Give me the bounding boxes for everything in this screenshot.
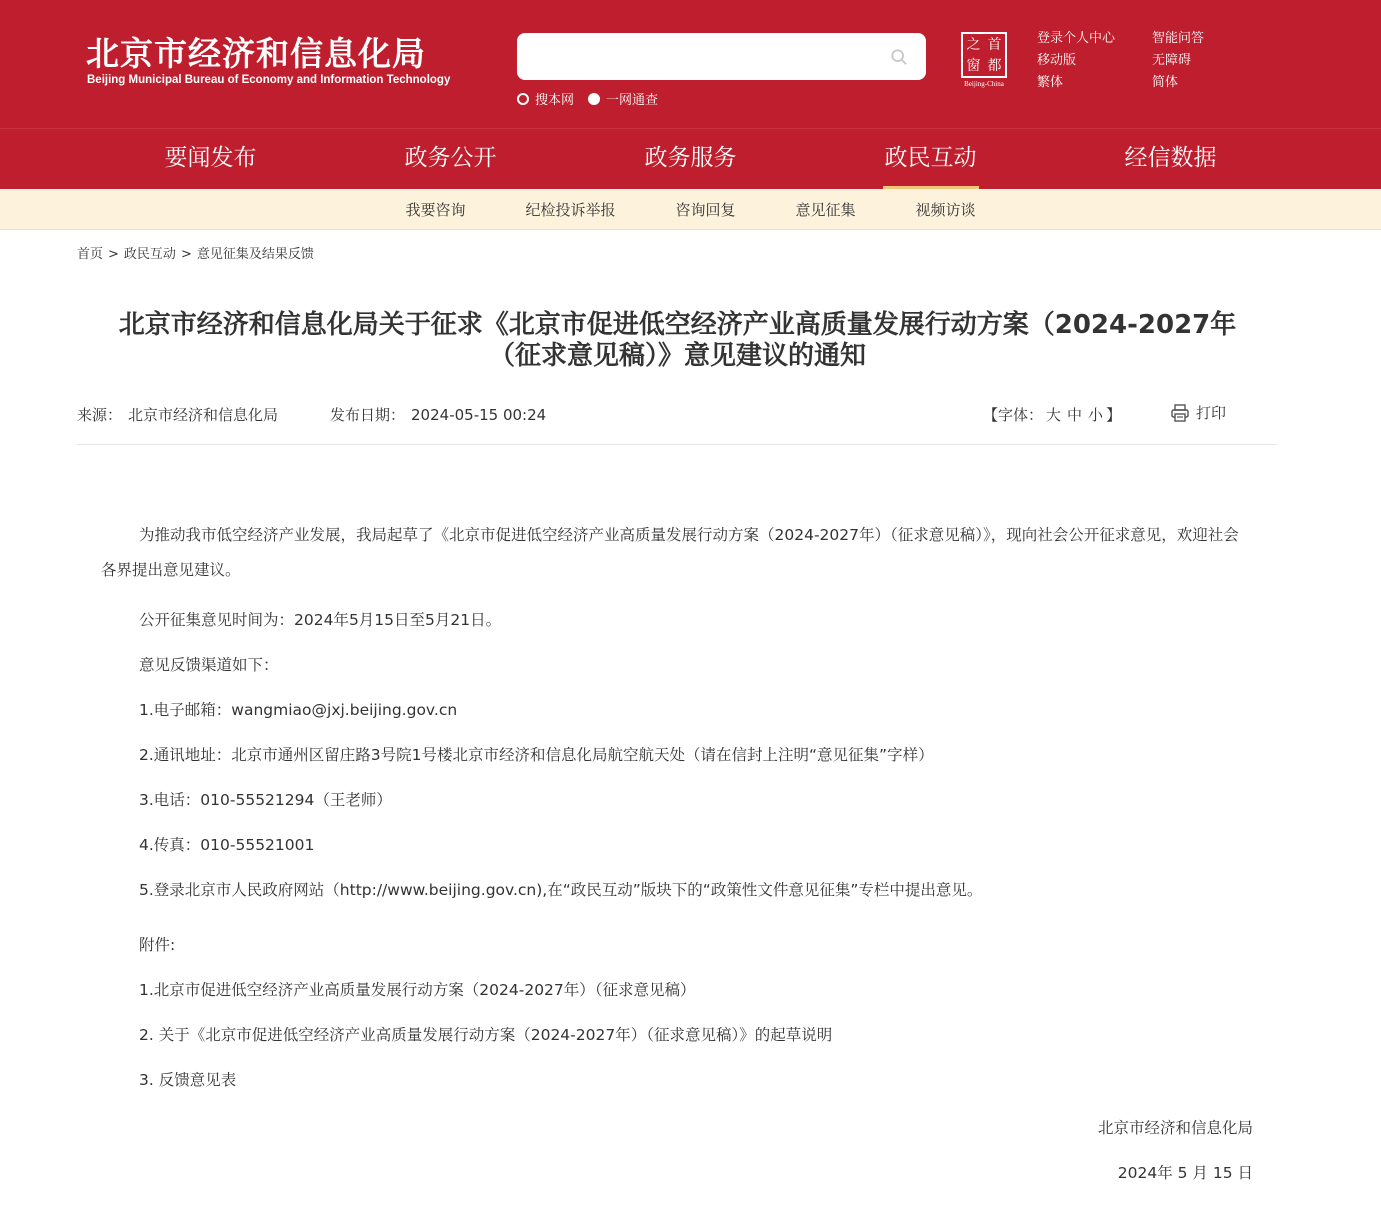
date-value: 2024-05-15 00:24 <box>411 406 547 424</box>
article-paragraph: 5.登录北京市人民政府网站（http://www.beijing.gov.cn),在“政民互动”版块下的“政策性文件意见征集”专栏中提出意见。 <box>139 881 983 899</box>
quick-links <box>1037 30 1232 92</box>
font-size-large[interactable]: 大 <box>1046 406 1062 424</box>
breadcrumb-separator: > <box>108 247 119 262</box>
article-meta <box>77 404 1277 445</box>
subnav-video[interactable]: 视频访谈 <box>915 200 976 219</box>
article-sign-date: 2024年 5 月 15 日 <box>1117 1164 1253 1182</box>
breadcrumb-separator: > <box>180 247 192 262</box>
article-date <box>330 404 546 425</box>
breadcrumb-current[interactable]: 意见征集及结果反馈 <box>196 247 314 262</box>
subnav-consult[interactable]: 我要咨询 <box>405 200 466 219</box>
attachment-link[interactable]: 3. 反馈意见表 <box>139 1071 237 1089</box>
article-body <box>101 518 1251 1103</box>
scope-option-all[interactable] <box>588 89 658 108</box>
breadcrumb-interaction[interactable]: 政民互动 <box>123 247 176 262</box>
article-paragraph: 公开征集意见时间为：2024年5月15日至5月21日。 <box>139 611 502 629</box>
seal-char: 之 <box>966 36 981 53</box>
search-box <box>517 33 926 80</box>
nav-data[interactable]: 经信数据 <box>1124 145 1217 171</box>
seal-char: 都 <box>987 57 1002 74</box>
subnav-complaint[interactable]: 纪检投诉举报 <box>525 200 616 219</box>
font-label-close: 】 <box>1106 406 1122 424</box>
seal-logo-icon <box>961 32 1007 78</box>
print-label: 打印 <box>1196 404 1227 422</box>
article-paragraph: 意见反馈渠道如下： <box>139 656 279 674</box>
site-header <box>0 0 1381 128</box>
breadcrumb-home[interactable]: 首页 <box>77 247 104 262</box>
article-intro: 为推动我市低空经济产业发展，我局起草了《北京市促进低空经济产业高质量发展行动方案（2024-2027年）（征求意见稿）》，现向社会公开征求意见，欢迎社会各界提出意见建议。 <box>101 526 1239 579</box>
article-paragraph: 2.通讯地址：北京市通州区留庄路3号院1号楼北京市经济和信息化局航空航天处（请在信封上注明“意见征集”字样） <box>139 746 934 764</box>
attachments-label: 附件: <box>139 936 176 954</box>
link-traditional[interactable]: 繁体 <box>1037 75 1064 90</box>
font-label: 【字体： <box>983 406 1044 424</box>
sub-nav <box>0 189 1381 230</box>
link-mobile[interactable]: 移动版 <box>1037 53 1077 68</box>
nav-news[interactable]: 要闻发布 <box>164 145 257 171</box>
site-logo-title[interactable]: 北京市经济和信息化局 <box>86 34 426 73</box>
attachment-link[interactable]: 1.北京市促进低空经济产业高质量发展行动方案（2024-2027年）（征求意见稿） <box>139 981 696 999</box>
date-label: 发布日期： <box>330 406 406 424</box>
site-logo-subtitle: Beijing Municipal Bureau of Economy and Information Technology <box>87 74 451 86</box>
link-smart-qa[interactable]: 智能问答 <box>1152 31 1205 46</box>
search-scope <box>517 89 658 108</box>
link-login[interactable]: 登录个人中心 <box>1037 31 1116 46</box>
scope-option-site[interactable] <box>517 89 574 108</box>
link-simplified[interactable]: 简体 <box>1152 75 1179 90</box>
article-paragraph: 1.电子邮箱：wangmiao@jxj.beijing.gov.cn <box>139 701 458 719</box>
scope-label: 一网通查 <box>606 93 659 108</box>
attachment-link[interactable]: 2. 关于《北京市促进低空经济产业高质量发展行动方案（2024-2027年）（征求意见稿）》的起草说明 <box>139 1026 833 1044</box>
subnav-replies[interactable]: 咨询回复 <box>675 200 736 219</box>
font-size-switcher <box>983 404 1121 425</box>
source-value: 北京市经济和信息化局 <box>128 406 279 424</box>
article-title <box>60 310 1295 372</box>
article-title-line2: （征求意见稿）》意见建议的通知 <box>488 341 866 371</box>
scope-label: 搜本网 <box>535 93 575 108</box>
radio-selected-icon <box>588 93 600 105</box>
nav-gov-affairs[interactable]: 政务公开 <box>404 145 497 171</box>
capital-window-seal[interactable] <box>958 32 1010 88</box>
seal-char: 窗 <box>966 57 981 74</box>
radio-unselected-icon <box>517 93 529 105</box>
breadcrumb <box>77 243 314 262</box>
nav-interaction[interactable]: 政民互动 <box>811 129 1051 189</box>
subnav-opinion[interactable]: 意见征集 <box>795 200 856 219</box>
article-paragraph: 4.传真：010-55521001 <box>139 836 315 854</box>
spacer <box>101 913 1251 923</box>
font-size-medium[interactable]: 中 <box>1067 406 1083 424</box>
print-button[interactable] <box>1170 402 1226 423</box>
source-label: 来源： <box>77 406 123 424</box>
article-signature: 北京市经济和信息化局 <box>1097 1119 1253 1137</box>
search-icon[interactable] <box>890 48 908 66</box>
search-input[interactable] <box>531 33 885 80</box>
font-size-small[interactable]: 小 <box>1088 406 1104 424</box>
article-source <box>77 404 278 425</box>
link-accessibility[interactable]: 无障碍 <box>1152 53 1192 68</box>
nav-gov-services[interactable]: 政务服务 <box>644 145 737 171</box>
main-nav <box>0 128 1381 189</box>
article-paragraph: 3.电话：010-55521294（王老师） <box>139 791 392 809</box>
seal-caption: Beijing-China <box>964 80 1004 88</box>
printer-icon <box>1170 403 1190 423</box>
seal-char: 首 <box>987 36 1002 53</box>
article-title-line1: 北京市经济和信息化局关于征求《北京市促进低空经济产业高质量发展行动方案（2024-2027年 <box>118 310 1237 340</box>
